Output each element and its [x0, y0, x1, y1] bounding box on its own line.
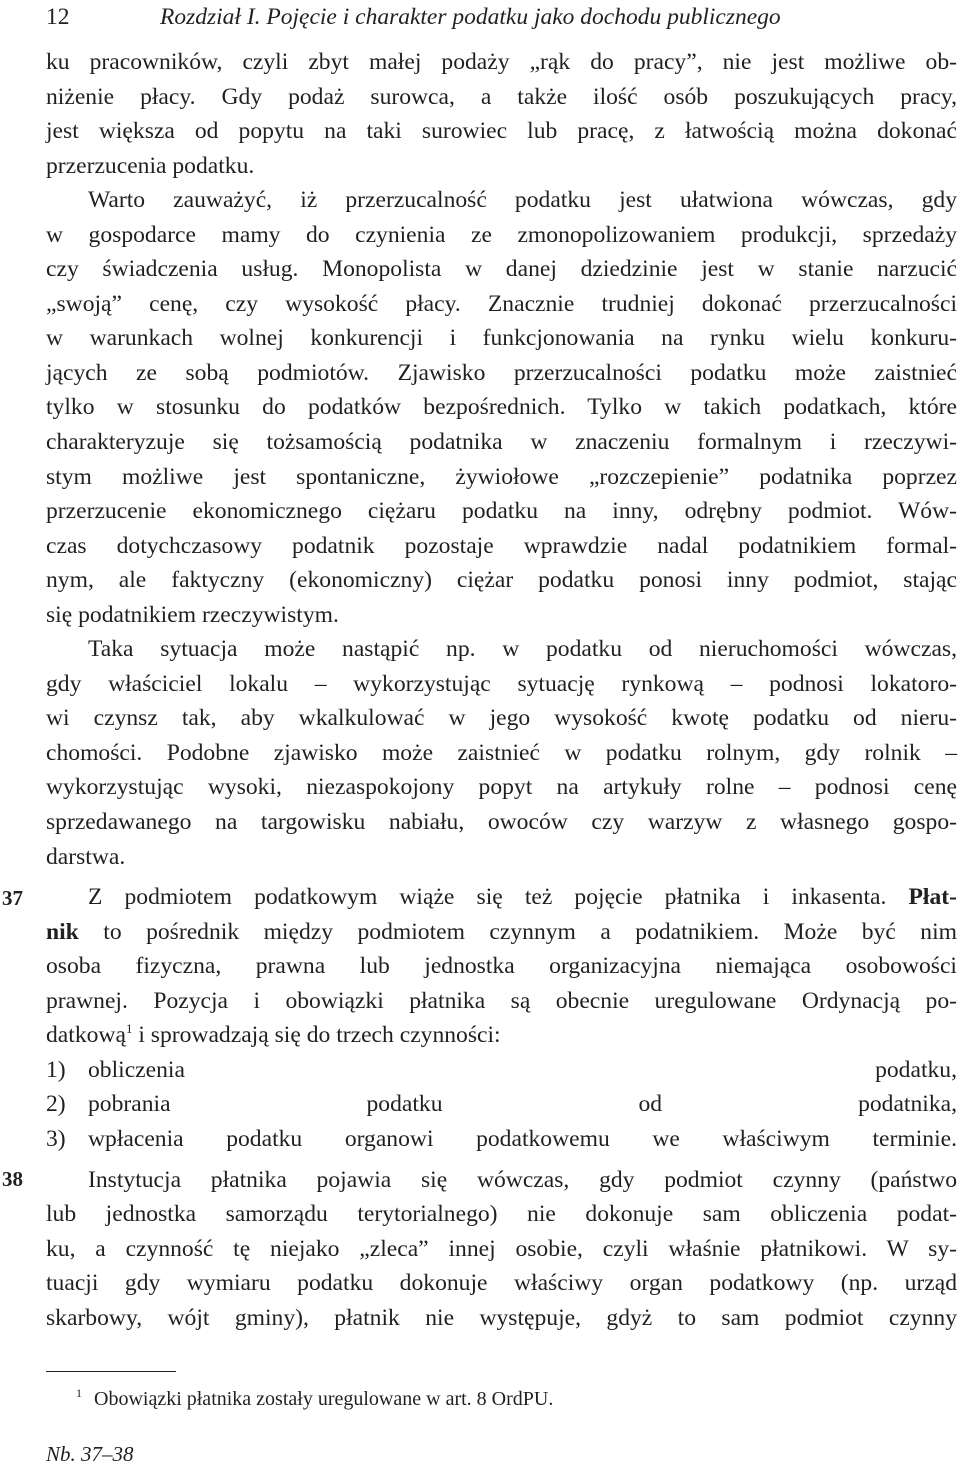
text-line: sprzedawanego na targowisku nabiału, owoców czy warzyw z własnego gospo- [46, 809, 957, 836]
list-text: pobrania podatku od podatnika, [88, 1091, 957, 1118]
text-run: i sprowadzają się do trzech czynności: [132, 1022, 501, 1049]
list-item [46, 1053, 957, 1088]
paragraph-37-line [46, 915, 957, 950]
text-line: Taka sytuacja może nastąpić np. w podatku od nieruchomości wówczas, [88, 636, 957, 663]
paragraph-37-line: osoba fizyczna, prawna lub jednostka organizacyjna niemająca osobowości [46, 953, 957, 980]
paragraph-38-line: lub jednostka samorządu terytorialnego) nie dokonuje sam obliczenia podat- [46, 1201, 957, 1228]
text-line: w warunkach wolnej konkurencji i funkcjonowania na rynku wielu konkuru- [46, 325, 957, 352]
footnote-text: Obowiązki płatnika zostały uregulowane w art. 8 OrdPU. [94, 1388, 554, 1410]
text-line: w gospodarce mamy do czynienia ze zmonopolizowaniem produkcji, sprzedaży [46, 221, 957, 248]
list-number: 3) [46, 1125, 66, 1152]
text-line: charakteryzuje się tożsamością podatnika w znaczeniu formalnym i rzeczywi- [46, 429, 957, 456]
text-line: stym możliwe jest spontaniczne, żywiołowe „rozczepienie” podatnika poprzez [46, 463, 957, 490]
bold-term: Płat- [908, 884, 957, 911]
text-run: Z podmiotem podatkowym wiąże się też pojęcie płatnika i inkasenta. [88, 884, 909, 911]
list-item [46, 1122, 957, 1157]
margin-number-37: 37 [2, 886, 23, 910]
text-line: nym, ale faktyczny (ekonomiczny) ciężar podatku ponosi inny podmiot, stając [46, 567, 957, 594]
footnote-separator [46, 1371, 176, 1372]
paragraph-38-line: skarbowy, wójt gminy), płatnik nie występuje, gdyż to sam podmiot czynny [46, 1304, 957, 1331]
text-run: datkową [46, 1022, 126, 1049]
chapter-title: Rozdział I. Pojęcie i charakter podatku jako dochodu publicznego [160, 4, 781, 30]
footnote [76, 1385, 553, 1413]
text-line: tylko w stosunku do podatków bezpośrednich. Tylko w takich podatkach, które [46, 394, 957, 421]
text-line: gdy właściciel lokalu – wykorzystując sytuację rynkową – podnosi lokatoro- [46, 670, 957, 697]
text-line: się podatnikiem rzeczywistym. [46, 601, 339, 628]
text-line: „swoją” cenę, czy wysokość płacy. Znacznie trudniej dokonać przerzucalności [46, 290, 957, 317]
text-line: przerzucenie ekonomicznego ciężaru podatku na inny, odrębny podmiot. Wów- [46, 498, 957, 525]
text-line: czy świadczenia usług. Monopolista w danej dziedzinie jest w stanie narzucić [46, 256, 957, 283]
text-line: jących ze sobą podmiotów. Zjawisko przerzucalności podatku może zaistnieć [46, 359, 957, 386]
text-line: niżenie płacy. Gdy podaż surowca, a także ilość osób poszukujących pracy, [46, 83, 957, 110]
paragraph-37-line [46, 880, 957, 915]
footnote-mark: 1 [76, 1386, 82, 1400]
bold-term: nik [46, 918, 79, 945]
text-line: ku pracowników, czyli zbyt małej podaży „rąk do pracy”, nie jest możliwe ob- [46, 49, 957, 75]
body-text [46, 45, 957, 1335]
paragraph-38-line: ku, a czynność tę niejako „zleca” innej osobie, czyli właśnie płatnikowi. W sy- [46, 1235, 957, 1262]
text-run: to pośrednik między podmiotem czynnym a podatnikiem. Może być nim [78, 918, 957, 945]
margin-number-38: 38 [2, 1167, 23, 1191]
page-number: 12 [46, 4, 70, 30]
text-line: wi czynsz tak, aby wkalkulować w jego wysokość kwotę podatku od nieru- [46, 705, 957, 732]
paragraph-37-line: prawnej. Pozycja i obowiązki płatnika są obecnie uregulowane Ordynacją po- [46, 987, 957, 1014]
text-line: chomości. Podobne zjawisko może zaistnieć w podatku rolnym, gdy rolnik – [46, 739, 957, 766]
list-number: 2) [46, 1091, 66, 1118]
margin-number-range: Nb. 37–38 [46, 1442, 134, 1466]
text-line: darstwa. [46, 843, 126, 870]
list-number: 1) [46, 1056, 66, 1083]
paragraph-38-line: tuacji gdy wymiaru podatku dokonuje właściwy organ podatkowy (np. urząd [46, 1270, 957, 1297]
text-line: Warto zauważyć, iż przerzucalność podatku jest ułatwiona wówczas, gdy [88, 187, 957, 214]
list-text: wpłacenia podatku organowi podatkowemu we właściwym terminie. [88, 1125, 957, 1152]
list-item [46, 1087, 957, 1122]
paragraph-38-line: Instytucja płatnika pojawia się wówczas, gdy podmiot czynny (państwo [88, 1166, 957, 1193]
text-line: przerzucenia podatku. [46, 152, 255, 179]
text-line: czas dotychczasowy podatnik pozostaje wprawdzie nadal podatnikiem formal- [46, 532, 957, 559]
text-line: wykorzystując wysoki, niezaspokojony popyt na artykuły rolne – podnosi cenę [46, 774, 957, 801]
list-text: obliczenia podatku, [88, 1056, 957, 1083]
text-line: jest większa od popytu na taki surowiec lub pracę, z łatwością można dokonać [46, 118, 957, 145]
footnote-reference[interactable]: 1 [125, 1021, 133, 1037]
paragraph-37-line [46, 1018, 957, 1053]
